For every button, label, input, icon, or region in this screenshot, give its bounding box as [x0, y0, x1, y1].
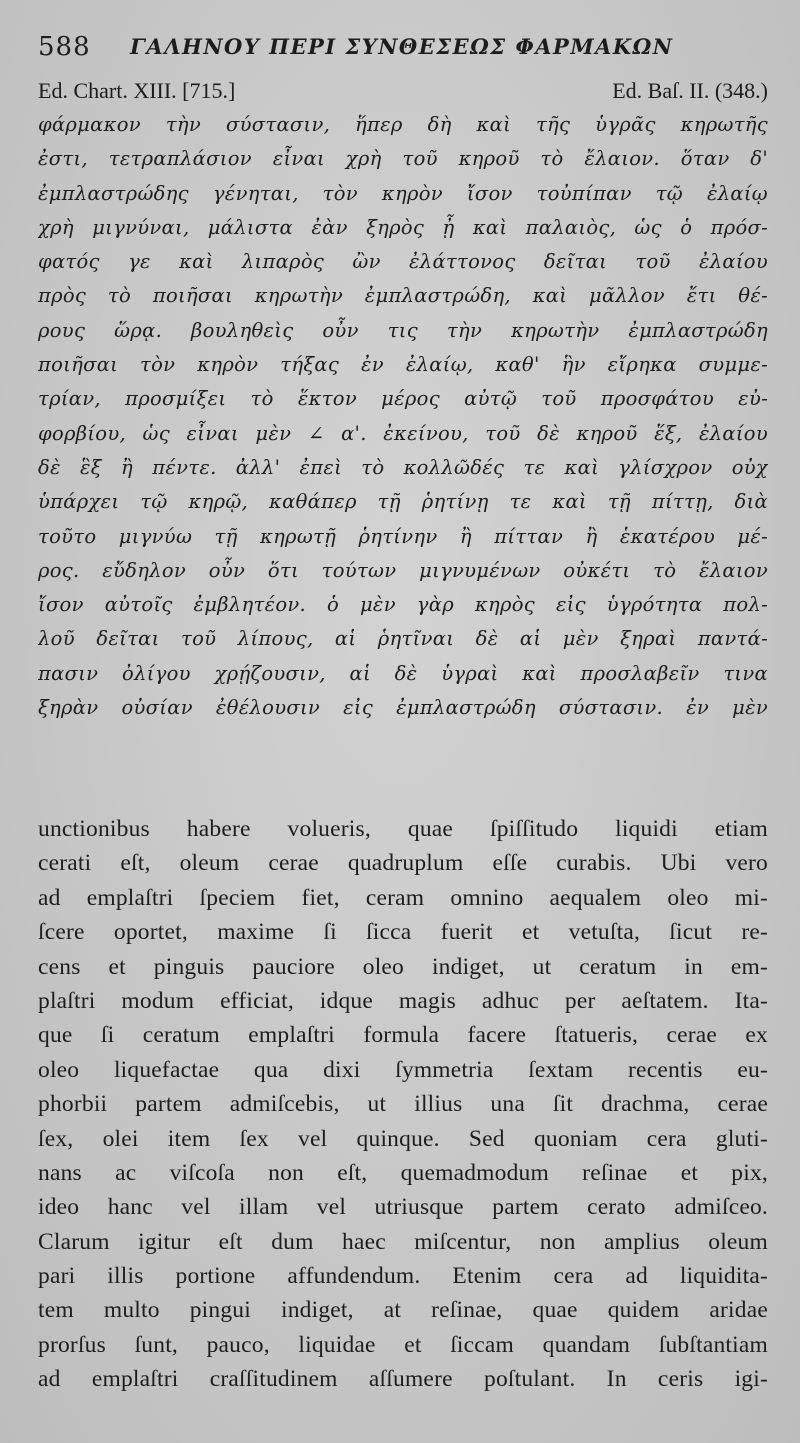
page-number: 588 — [38, 32, 91, 62]
greek-text-line: φατός γε καὶ λιπαρὸς ὢν ἐλάττονος δεῖται τοῦ ἐλαίου — [38, 250, 768, 274]
latin-text-line: tem multo pingui indiget, at reſinae, quae quidem aridae — [38, 1297, 768, 1324]
edition-reference-basel: Ed. Baſ. II. (348.) — [612, 78, 768, 103]
greek-text-line: τοῦτο μιγνύω τῇ κηρωτῇ ῥητίνην ἢ πίτταν ἢ ἑκατέρου μέ- — [38, 524, 768, 548]
greek-text-line: φάρμακον τὴν σύστασιν, ἥπερ δὴ καὶ τῆς ὑγρᾶς κηρωτῆς — [38, 113, 768, 136]
greek-text-line: χρὴ μιγνύναι, μάλιστα ἐὰν ξηρὸς ᾖ καὶ παλαιὸς, ὡς ὁ πρόσ- — [38, 215, 768, 239]
greek-text-line: τρίαν, προσμίξει τὸ ἕκτον μέρος αὐτῷ τοῦ προσφάτου εὐ- — [38, 387, 768, 411]
latin-text-line: cens et pinguis pauciore oleo indiget, ut ceratum in em- — [38, 953, 768, 980]
latin-text-line: unctionibus habere volueris, quae ſpiſſitudo liquidi etiam — [38, 816, 768, 842]
page-header — [38, 30, 778, 66]
latin-text-line: plaſtri modum efficiat, idque magis adhuc per aeſtatem. Ita- — [38, 987, 768, 1014]
greek-text-line: ρος. εὔδηλον οὖν ὅτι τούτων μιγνυμένων οὐκέτι τὸ ἔλαιον — [38, 558, 768, 582]
greek-text-block — [38, 108, 768, 725]
latin-text-line: pari illis portione affundendum. Etenim cera ad liquidita- — [38, 1263, 768, 1290]
latin-text-block — [38, 812, 768, 1397]
latin-text-line: phorbii partem admiſcebis, ut illius una ſit drachma, cerae — [38, 1091, 768, 1118]
edition-references — [38, 78, 768, 104]
greek-text-line: ἐμπλαστρώδης γένηται, τὸν κηρὸν ἴσον τοὐπίπαν τῷ ἐλαίῳ — [38, 181, 768, 205]
latin-text-line: ad emplaſtri craſſitudinem aſſumere poſtulant. In ceris igi- — [38, 1366, 768, 1393]
greek-text-line: δὲ ἓξ ἢ πέντε. ἀλλ' ἐπεὶ τὸ κολλῶδές τε καὶ γλίσχρον οὐχ — [38, 455, 768, 479]
greek-text-line: ξηρὰν οὐσίαν ἐθέλουσιν εἰς ἐμπλαστρώδη σύστασιν. ἐν μὲν — [38, 696, 768, 720]
latin-text-line: nans ac viſcoſa non eſt, quemadmodum reſinae et pix, — [38, 1159, 768, 1186]
latin-text-line: prorſus ſunt, pauco, liquidae et ſiccam quandam ſubſtantiam — [38, 1331, 768, 1358]
greek-text-line: ἴσον αὐτοῖς ἐμβλητέον. ὁ μὲν γὰρ κηρὸς εἰς ὑγρότητα πολ- — [38, 593, 768, 617]
greek-text-line: λοῦ δεῖται τοῦ λίπους, αἱ ῥητῖναι δὲ αἱ μὲν ξηραὶ παντά- — [38, 627, 768, 651]
greek-text-line: πρὸς τὸ ποιῆσαι κηρωτὴν ἐμπλαστρώδη, καὶ μᾶλλον ἔτι θέ- — [38, 284, 768, 308]
latin-text-line: oleo liquefactae qua dixi ſymmetria ſextam recentis eu- — [38, 1056, 768, 1083]
running-title: ΓΑΛΗΝΟΥ ΠΕΡΙ ΣΥΝΘΕΣΕΩΣ ΦΑΡΜΑΚΩΝ — [130, 34, 674, 59]
latin-text-line: ſex, olei item ſex vel quinque. Sed quoniam cera gluti- — [38, 1125, 768, 1152]
latin-text-line: Clarum igitur eſt dum haec miſcentur, non amplius oleum — [38, 1228, 768, 1255]
greek-text-line: φορβίου, ὡς εἶναι μὲν ∠ α'. ἐκείνου, τοῦ δὲ κηροῦ ἕξ, ἐλαίου — [38, 421, 768, 445]
latin-text-line: ad emplaſtri ſpeciem fiet, ceram omnino aequalem oleo mi- — [38, 884, 768, 911]
greek-text-line: ἐστι, τετραπλάσιον εἶναι χρὴ τοῦ κηροῦ τὸ ἔλαιον. ὅταν δ' — [38, 147, 768, 171]
latin-text-line: cerati eſt, oleum cerae quadruplum eſſe curabis. Ubi vero — [38, 850, 768, 877]
greek-text-line: ρους ὥρᾳ. βουληθεὶς οὖν τις τὴν κηρωτὴν ἐμπλαστρώδη — [38, 318, 768, 342]
greek-text-line: ποιῆσαι τὸν κηρὸν τήξας ἐν ἐλαίῳ, καθ' ἣν εἴρηκα συμμε- — [38, 353, 768, 377]
greek-text-line: πασιν ὀλίγου χρῄζουσιν, αἱ δὲ ὑγραὶ καὶ προσλαβεῖν τινα — [38, 661, 768, 685]
latin-text-line: ideo hanc vel illam vel utriusque partem cerato admiſceo. — [38, 1194, 768, 1221]
latin-text-line: que ſi ceratum emplaſtri formula facere ſtatueris, cerae ex — [38, 1022, 768, 1049]
latin-text-line: ſcere oportet, maxime ſi ſicca fuerit et vetuſta, ſicut re- — [38, 919, 768, 946]
edition-reference-chartier: Ed. Chart. XIII. [715.] — [38, 78, 236, 103]
greek-text-line: ὑπάρχει τῷ κηρῷ, καθάπερ τῇ ῥητίνῃ τε καὶ τῇ πίττῃ, διὰ — [38, 490, 768, 514]
